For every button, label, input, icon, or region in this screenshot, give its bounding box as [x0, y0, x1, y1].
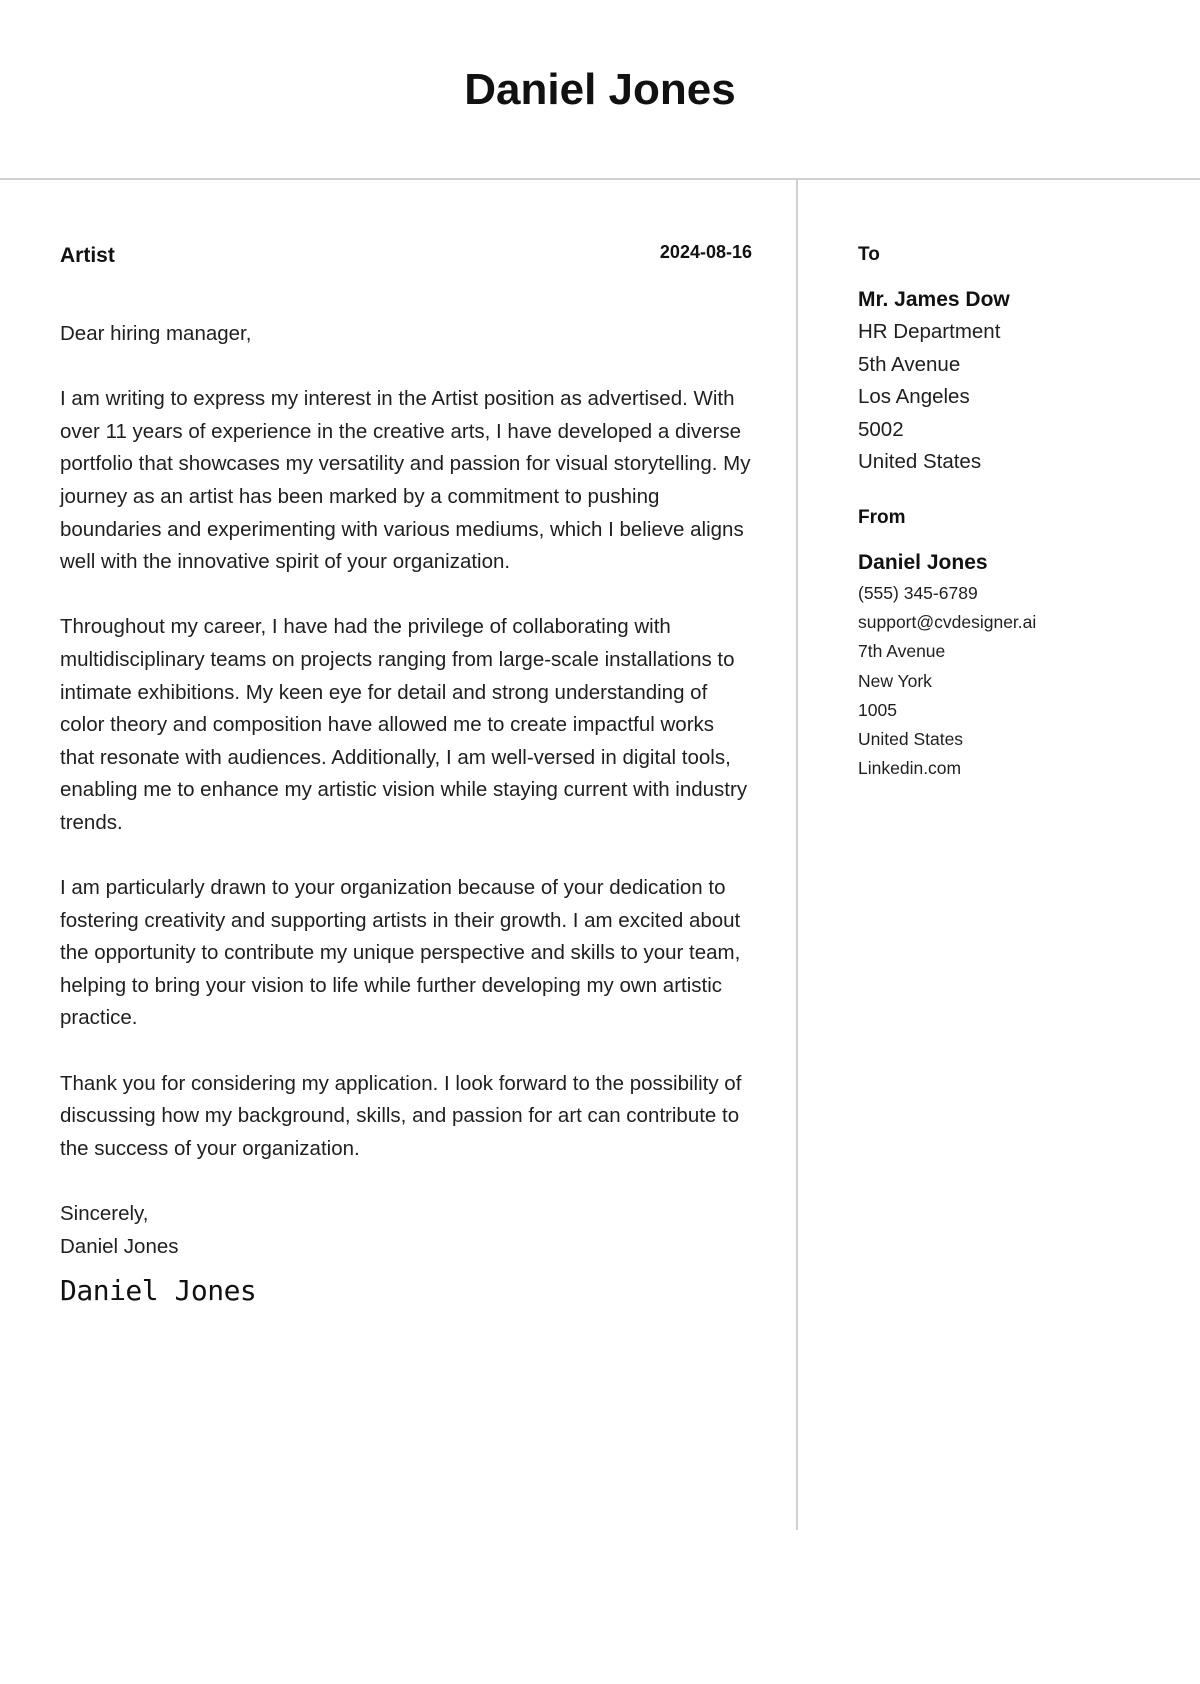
- paragraph-2: Throughout my career, I have had the privilege of collaborating with multidisciplinary teams on projects ranging from large-scale installations to intimate exhibitions. My keen eye for detail and strong understanding of color theory and composition have allowed me to create impactful works that resonate with audiences. Additionally, I am well-versed in digital tools, enabling me to enhance my artistic vision while staying current with industry trends.: [60, 615, 748, 834]
- address-sidebar: [858, 240, 1178, 783]
- sender-street: 7th Avenue: [858, 641, 946, 662]
- sender-phone: (555) 345-6789: [858, 582, 978, 603]
- recipient-city: Los Angeles: [858, 385, 970, 409]
- job-title: Artist: [60, 244, 115, 267]
- signature: Daniel Jones: [60, 1274, 257, 1308]
- letter-body: [60, 240, 752, 1311]
- to-label: To: [858, 244, 880, 265]
- sender-website: Linkedin.com: [858, 758, 962, 779]
- sender-email: support@cvdesigner.ai: [858, 612, 1037, 633]
- sender-name: Daniel Jones: [858, 550, 988, 574]
- page-header: [0, 0, 1200, 180]
- sender-postal-code: 1005: [858, 699, 897, 720]
- recipient-country: United States: [858, 450, 982, 474]
- recipient-street: 5th Avenue: [858, 352, 961, 376]
- recipient-block: [858, 240, 1178, 479]
- closing-block: [60, 1198, 752, 1263]
- recipient-name: Mr. James Dow: [858, 288, 1010, 311]
- sender-country: United States: [858, 728, 964, 749]
- letter-date: 2024-08-16: [659, 242, 752, 262]
- recipient-postal-code: 5002: [858, 417, 904, 441]
- recipient-department: HR Department: [858, 320, 1001, 343]
- paragraph-3: I am particularly drawn to your organization because of your dedication to fostering creativity and supporting artists in their growth. I am excited about the opportunity to contribute my unique perspective and skills to your team, helping to bring your vision to life while further developing my own artistic practice.: [60, 876, 741, 1030]
- from-label: From: [858, 506, 906, 528]
- paragraph-1: I am writing to express my interest in the Artist position as advertised. With over 11 years of experience in the creative arts, I have developed a diverse portfolio that showcases my versatility and passion for visual storytelling. My journey as an artist has been marked by a commitment to pushing boundaries and experimenting with various mediums, which I believe aligns well with the innovative spirit of your organization.: [60, 387, 751, 574]
- sender-city: New York: [858, 670, 932, 691]
- closing-name: Daniel Jones: [60, 1234, 179, 1258]
- closing: Sincerely,: [60, 1202, 149, 1226]
- column-divider: [796, 180, 798, 1530]
- letter-heading-row: [60, 240, 752, 272]
- paragraph-4: Thank you for considering my application. I look forward to the possibility of discussing how my background, skills, and passion for art can contribute to the success of your organization.: [60, 1071, 742, 1160]
- letter-text: [60, 318, 752, 1311]
- applicant-name-title: Daniel Jones: [464, 65, 736, 114]
- greeting: Dear hiring manager,: [60, 322, 252, 345]
- sender-block: [858, 503, 1178, 783]
